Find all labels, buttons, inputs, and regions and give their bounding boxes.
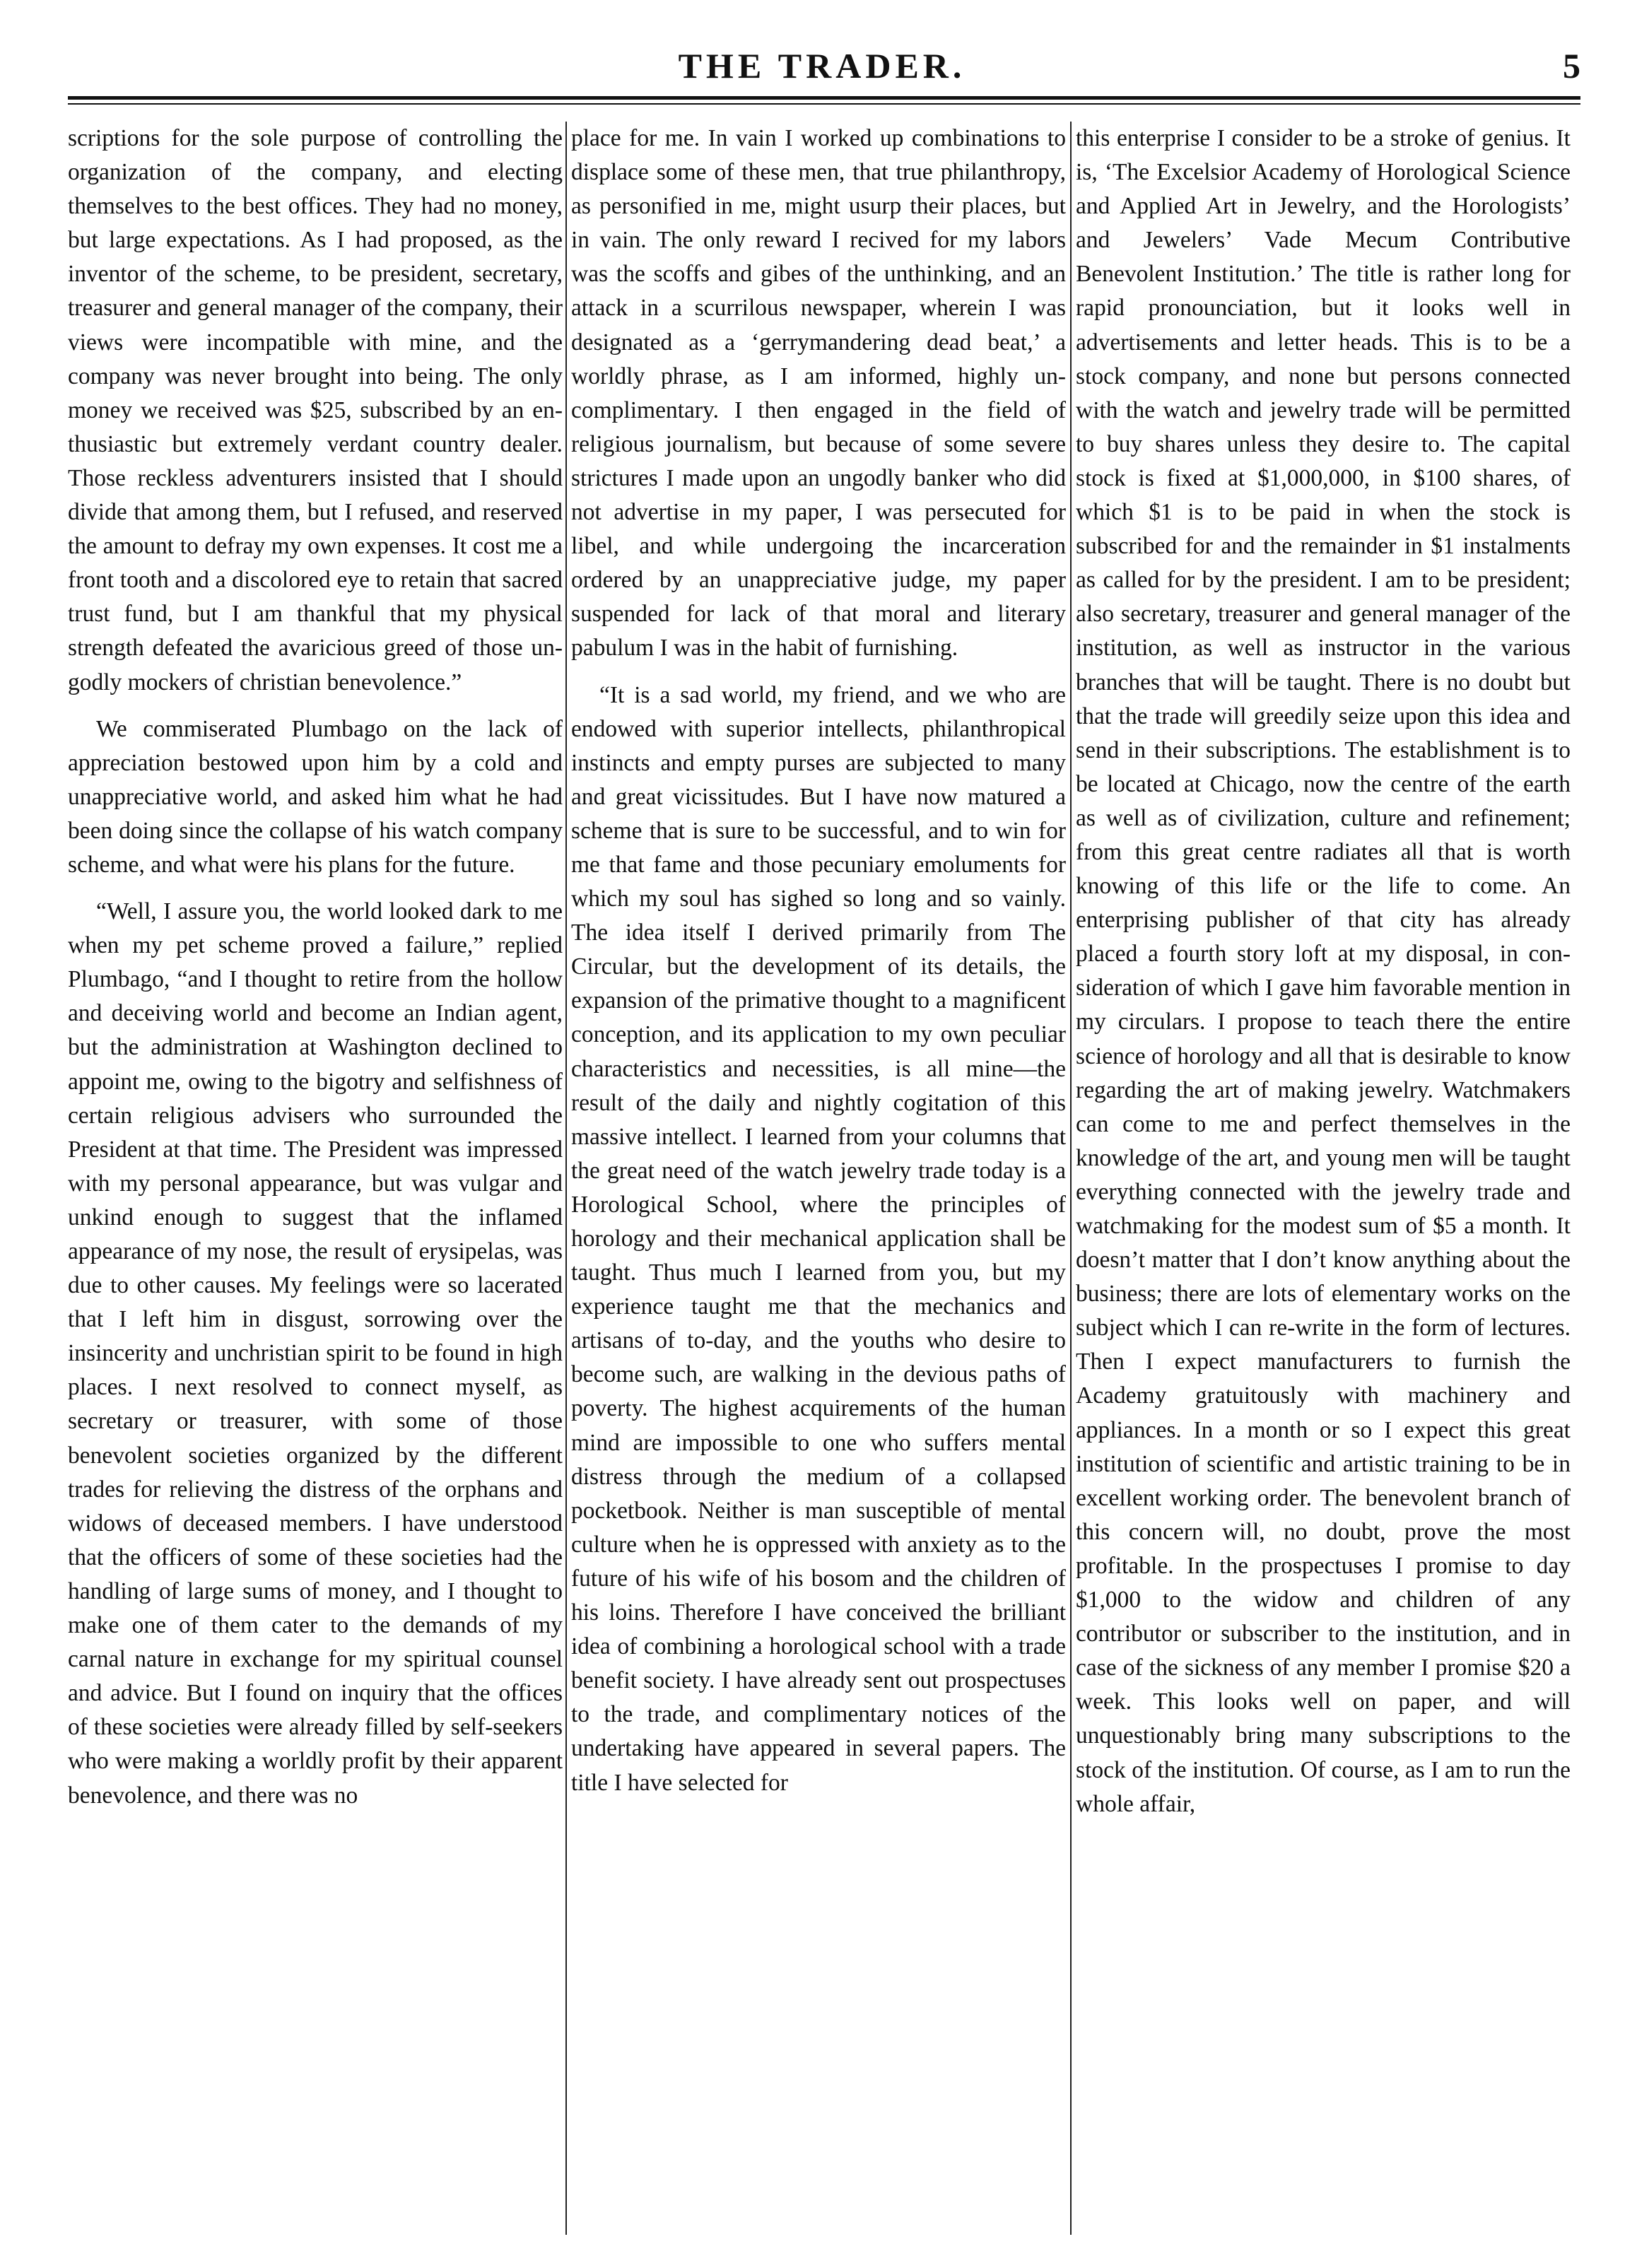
paragraph: scriptions for the sole purpose of controlling the organization of the company, and electing themselves to the best offices. They had no money, but large expectations. As I had proposed, as the inventor of the scheme, to be president, secretary, treasurer and general manager of the company, their views were incompatible with mine, and the company was never brought into being. The only money we received was $25, subscribed by an enthusiastic but extremely verdant country dealer. Those reckless adventurers insisted that I should divide that among them, but I refused, and reserved the amount to defray my own expenses. It cost me a front tooth and a discolored eye to retain that sacred trust fund, but I am thankful that my physical strength defeated the avaricious greed of those ungodly mockers of christian benevolence.” bbox=[68, 125, 563, 695]
column-divider bbox=[1070, 122, 1072, 2235]
publication-title: THE TRADER. bbox=[678, 46, 966, 86]
paragraph: We commiserated Plumbago on the lack of appreciation bestowed upon him by a cold and unappreciative world, and asked him what he had been doing since the collapse of his watch company scheme, and what were his plans for the future. bbox=[68, 715, 563, 878]
header-rule-thin bbox=[68, 103, 1580, 105]
paragraph: place for me. In vain I worked up combinations to displace some of these men, that true philanthropy, as personified in me, might usurp their places, but in vain. The only reward I recived for my labors was the scoffs and gibes of the unthinking, and an attack in a scurrilous newspaper, wherein I was designated as a ‘gerrymandering dead beat,’ a worldly phrase, as I am informed, highly uncomplimentary. I then engaged in the field of religious journalism, but because of some severe strictures I made upon an ungodly banker who did not advertise in my paper, I was persecuted for libel, and while undergoing the incarceration ordered by an unappreciative judge, my paper suspended for lack of that moral and literary pabulum I was in the habit of furnishing. bbox=[571, 125, 1066, 662]
column-3 bbox=[1076, 122, 1571, 2235]
paragraph: “It is a sad world, my friend, and we who are endowed with superior intellects, philanthropical instincts and empty purses are subjected to many and great vicissitudes. But I have now matured a scheme that is sure to be successful, and to win for me that fame and those pecuniary emoluments for which my soul has sighed so long and so vainly. The idea itself I derived primarily from The Circular, but the development of its details, the expansion of the primative thought to a magnificent conception, and its application to my own peculiar characteristics and necessities, is all mine—the result of the daily and nightly cogitation of this massive intellect. I learned from your columns that the great need of the watch jewelry trade today is a Horological School, where the principles of horology and their mechanical application shall be taught. Thus much I learned from you, but my experience taught me that the mechanics and artisans of to-day, and the youths who desire to become such, are walking in the devious paths of poverty. The highest acquirements of the human mind are impossible to one who suffers mental distress through the medium of a collapsed pocketbook. Neither is man susceptible of mental culture when he is oppressed with anxiety as to the future of his wife of his bosom and the children of his loins. Therefore I have conceived the brilliant idea of combining a horological school with a trade benefit society. I have already sent out prospectuses to the trade, and complimentary notices of the undertaking have appeared in several papers. The title I have selected for bbox=[571, 681, 1066, 1796]
masthead bbox=[64, 41, 1580, 96]
paragraph: this enterprise I consider to be a stroke of genius. It is, ‘The Excelsior Academy of Horological Science and Applied Art in Jewelry, and the Horologists’ and Jewelers’ Vade Mecum Contributive Benevolent Institution.’ The title is rather long for rapid pronounciation, but it looks well in advertisements and letter heads. This is to be a stock company, and none but persons connected with the watch and jewelry trade will be permitted to buy shares unless they desire to. The capital stock is fixed at $1,000,000, in $100 shares, of which $1 is to be paid in when the stock is subscribed for and the remainder in $1 instalments as called for by the president. I am to be president; also secretary, treasurer and general manager of the institution, as well as instructor in the various branches that will be taught. There is no doubt but that the trade will greedily seize upon this idea and send in their subscriptions. The establishment is to be located at Chicago, now the centre of the earth as well as of civilization, culture and refinement; from this great centre radiates all that is worth knowing of this life or the life to come. An enterprising publisher of that city has already placed a fourth story loft at my disposal, in consideration of which I gave him favorable mention in my circulars. I propose to teach there the entire science of horology and all that is desirable to know regarding the art of making jewelry. Watchmakers can come to me and perfect themselves in the knowledge of the art, and young men will be taught everything connected with the jewelry trade and watchmaking for the modest sum of $5 a month. It doesn’t matter that I don’t know anything about the business; there are lots of elementary works on the subject which I can re-write in the form of lectures. Then I expect manufacturers to furnish the Academy gratuitously with machinery and appliances. In a month or so I expect this great institution of scientific and artistic training to be in excellent working order. The benevolent branch of this concern will, no doubt, prove the most profitable. In the prospectuses I promise to day $1,000 to the widow and children of any contributor or subscriber to the institution, and in case of the sickness of any member I promise $20 a week. This looks well on paper, and will unquestionably bring many subscriptions to the stock of the institution. Of course, as I am to run the whole affair, bbox=[1076, 125, 1571, 1817]
column-1 bbox=[68, 122, 563, 2235]
column-divider bbox=[565, 122, 567, 2235]
header-rule-thick bbox=[68, 96, 1580, 100]
page-number: 5 bbox=[1563, 46, 1580, 86]
paragraph: “Well, I assure you, the world looked dark to me when my pet scheme proved a failure,” replied Plumbago, “and I thought to retire from the hollow and deceiving world and become an Indian agent, but the administration at Washington declined to appoint me, owing to the bigotry and selfishness of certain religious advisers who surrounded the President at that time. The President was impressed with my personal appearance, but was vulgar and unkind enough to suggest that the inflamed appearance of my nose, the result of erysipelas, was due to other causes. My feelings were so lacerated that I left him in disgust, sorrowing over the insincerity and unchristian spirit to be found in high places. I next resolved to connect myself, as secretary or treasurer, with some of those benevolent societies organized by the different trades for relieving the distress of the orphans and widows of deceased members. I have understood that the officers of some of these societies had the handling of large sums of money, and I thought to make one of them cater to the demands of my carnal nature in exchange for my spiritual counsel and advice. But I found on inquiry that the offices of these societies were already filled by self-seekers who were making a worldly profit by their apparent benevolence, and there was no bbox=[68, 898, 563, 1809]
column-2 bbox=[571, 122, 1066, 2235]
